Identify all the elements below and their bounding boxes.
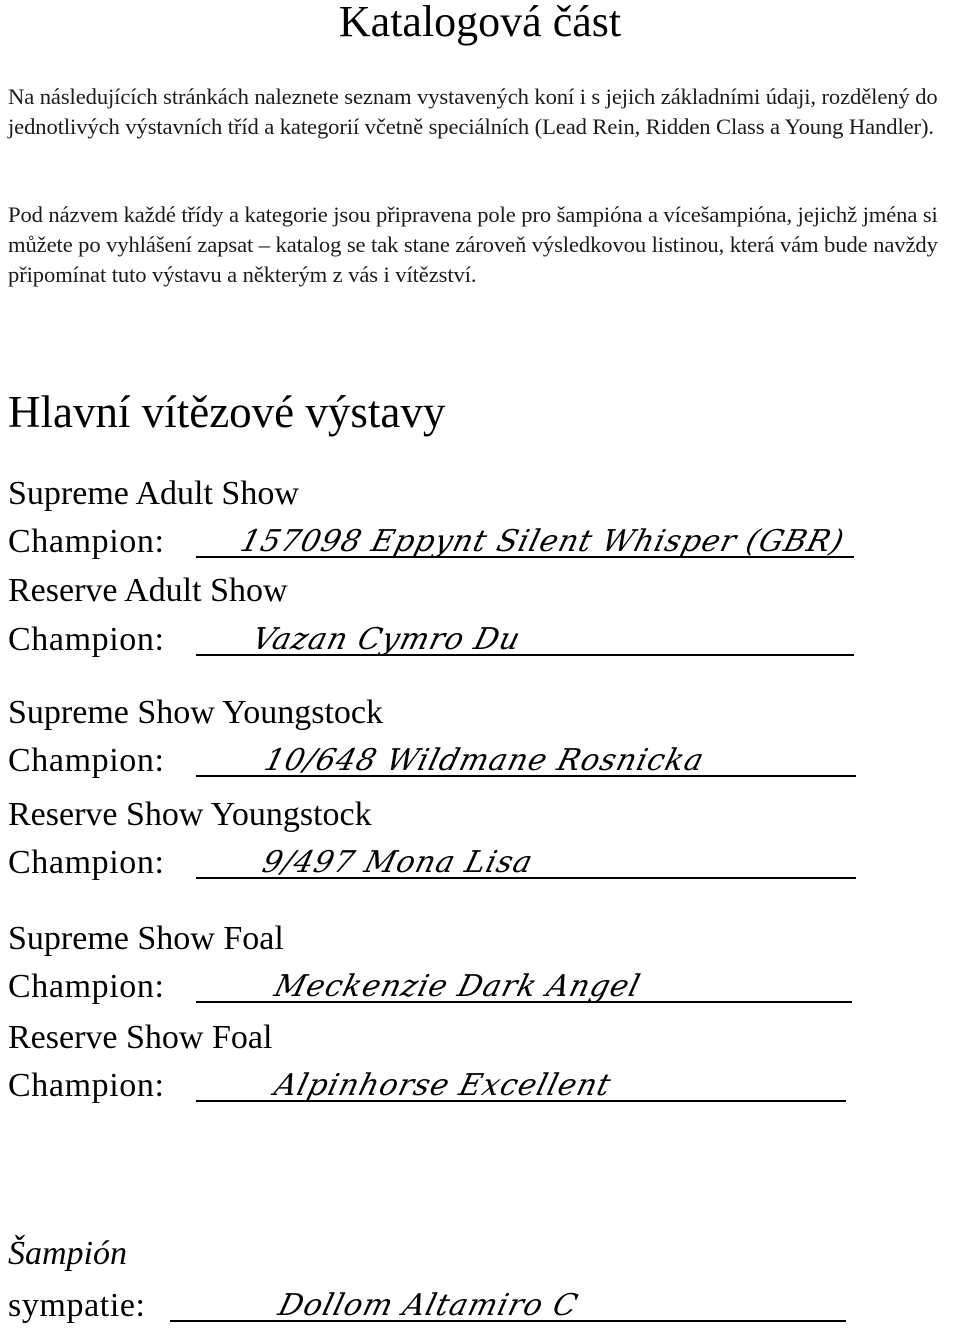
champion-label: Champion: bbox=[8, 621, 165, 658]
section-heading: Hlavní vítězové výstavy bbox=[8, 387, 446, 437]
winner-handwritten: 157098 Eppynt Silent Whisper (GBR) bbox=[236, 524, 849, 559]
award-title-reserve-adult: Reserve Adult Show bbox=[8, 572, 288, 609]
champion-label: Champion: bbox=[8, 523, 165, 560]
champion-label: Champion: bbox=[8, 844, 165, 881]
champion-label: Champion: bbox=[8, 968, 165, 1005]
award-title-supreme-foal: Supreme Show Foal bbox=[8, 920, 284, 957]
sympathy-label: sympatie: bbox=[8, 1287, 146, 1324]
award-title-supreme-adult: Supreme Adult Show bbox=[8, 475, 299, 512]
award-title-reserve-foal: Reserve Show Foal bbox=[8, 1019, 273, 1056]
champion-line-supreme-youngstock bbox=[8, 741, 908, 781]
champion-label: Champion: bbox=[8, 742, 165, 779]
award-title-supreme-youngstock: Supreme Show Youngstock bbox=[8, 694, 383, 731]
intro-paragraph-2: Pod názvem každé třídy a kategorie jsou připravena pole pro šampióna a vícešampióna, jejichž jména si můžete po vyhlášení zapsat – katalog se tak stane zároveň výsledkovou listinou, která vám bude navždy připomínat tuto výstavu a některým z vás i vítězství. bbox=[8, 202, 938, 287]
page-title: Katalogová část bbox=[338, 0, 622, 46]
sympathy-line bbox=[8, 1286, 908, 1326]
award-title-reserve-youngstock: Reserve Show Youngstock bbox=[8, 796, 372, 833]
champion-line-supreme-adult bbox=[8, 522, 908, 562]
champion-line-reserve-adult bbox=[8, 620, 908, 660]
sympathy-title: Šampión bbox=[8, 1235, 127, 1272]
winner-handwritten: Dollom Altamiro C bbox=[274, 1288, 582, 1323]
champion-label: Champion: bbox=[8, 1067, 165, 1104]
winner-handwritten: Vazan Cymro Du bbox=[248, 622, 525, 657]
winner-handwritten: Meckenzie Dark Angel bbox=[270, 969, 645, 1004]
winner-handwritten: 10/648 Wildmane Rosnicka bbox=[260, 743, 709, 778]
champion-line-reserve-youngstock bbox=[8, 843, 908, 883]
champion-line-supreme-foal bbox=[8, 967, 908, 1007]
winner-handwritten: Alpinhorse Excellent bbox=[270, 1068, 615, 1103]
intro-paragraph-1: Na následujících stránkách naleznete seznam vystavených koní i s jejich základními údaji, rozdělený do jednotlivých výstavních tříd a kategorií včetně speciálních (Lead Rein, Ridden Class a Young Handler). bbox=[8, 84, 938, 139]
winner-handwritten: 9/497 Mona Lisa bbox=[258, 845, 537, 880]
champion-line-reserve-foal bbox=[8, 1066, 908, 1106]
